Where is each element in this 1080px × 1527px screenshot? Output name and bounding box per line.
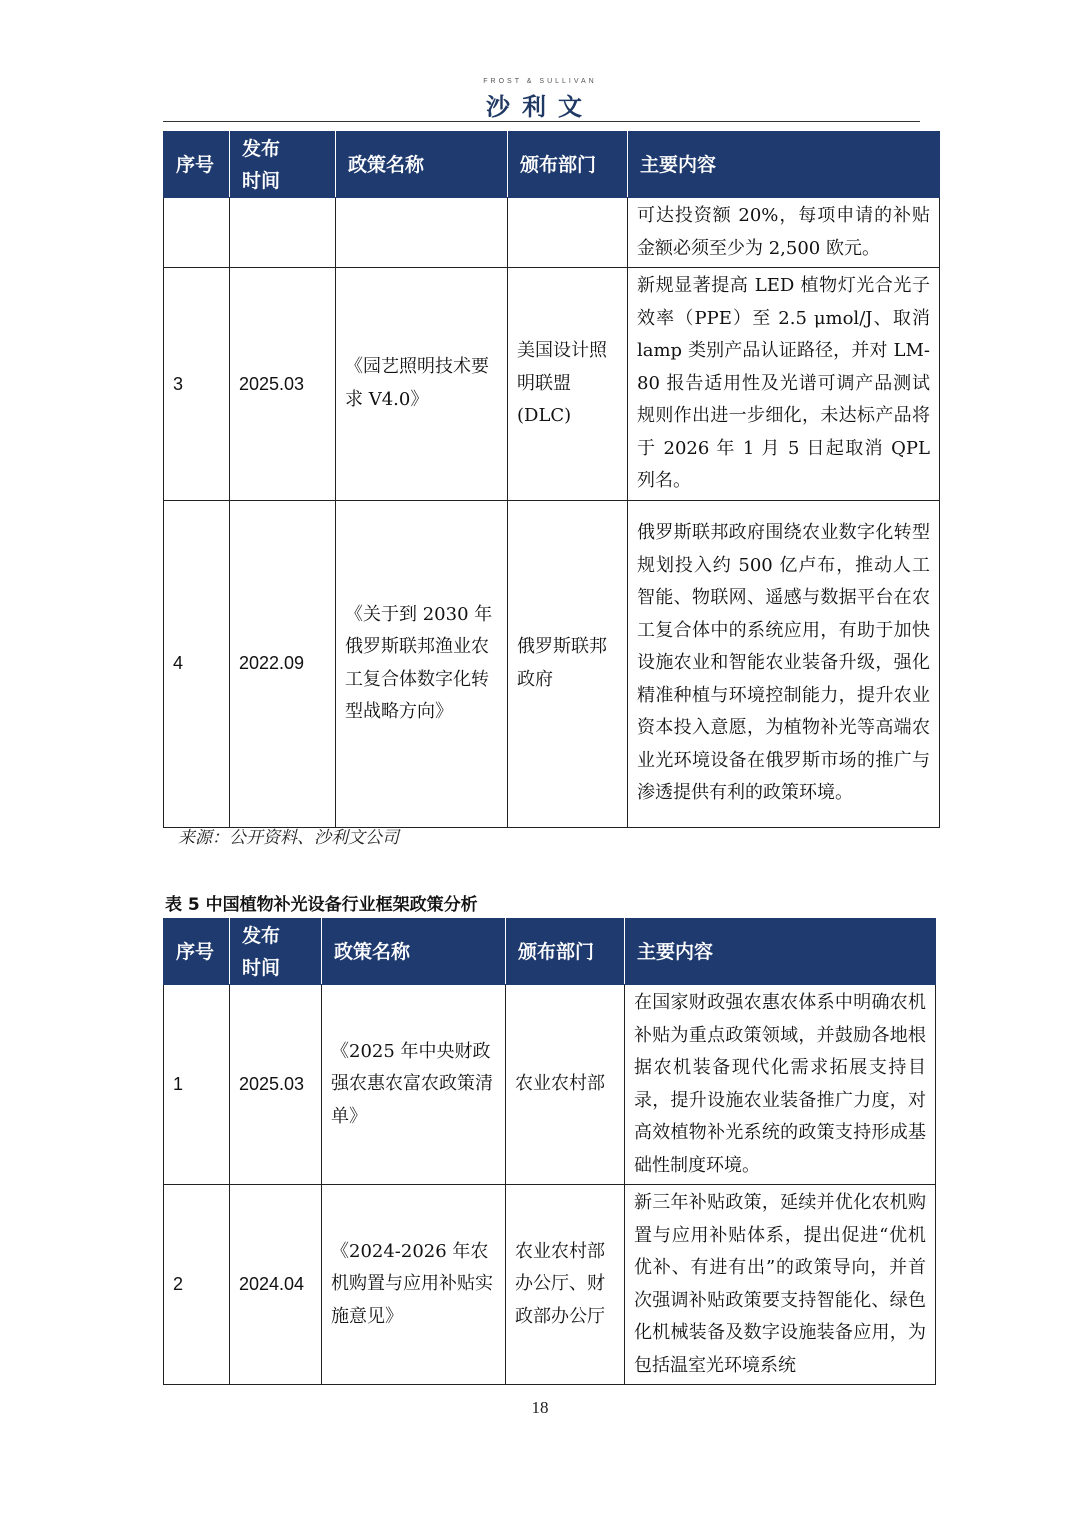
row-date: 2025.03 — [230, 985, 322, 1185]
row-department: 俄罗斯联邦政府 — [508, 500, 628, 827]
row-date: 2024.04 — [230, 1185, 322, 1385]
row-content: 新规显著提高 LED 植物灯光合光子效率（PPE）至 2.5 μmol/J、取消 lamp 类别产品认证路径，并对 LM-80 报告适用性及光谱可调产品测试规则作出进一步细化，未达标产品将于 2026 年 1 月 5 日起取消 QPL 列名。 — [628, 268, 940, 501]
column-header-no: 序号 — [164, 919, 230, 985]
header-divider — [163, 121, 920, 122]
row-department — [508, 198, 628, 268]
table-row — [164, 268, 940, 501]
row-department: 农业农村部办公厅、财政部办公厅 — [506, 1185, 625, 1385]
column-header-dept: 颁布部门 — [508, 132, 628, 198]
row-number: 1 — [164, 985, 230, 1185]
row-date — [230, 198, 336, 268]
policy-table-continued — [163, 131, 940, 828]
column-header-content: 主要内容 — [628, 132, 940, 198]
row-content: 俄罗斯联邦政府围绕农业数字化转型规划投入约 500 亿卢布，推动人工智能、物联网、遥感与数据平台在农工复合体中的系统应用，有助于加快设施农业和智能农业装备升级，强化精准种植与环境控制能力，提升农业资本投入意愿，为植物补光等高端农业光环境设备在俄罗斯市场的推广与渗透提供有利的政策环境。 — [628, 500, 940, 827]
row-number: 2 — [164, 1185, 230, 1385]
row-content: 可达投资额 20%，每项申请的补贴金额必须至少为 2,500 欧元。 — [628, 198, 940, 268]
source-note: 来源：公开资料、沙利文公司 — [178, 828, 399, 848]
row-department: 农业农村部 — [506, 985, 625, 1185]
row-date: 2025.03 — [230, 268, 336, 501]
table-header-row — [164, 132, 940, 198]
table-row — [164, 985, 936, 1185]
row-content: 在国家财政强农惠农体系中明确农机补贴为重点政策领域，并鼓励各地根据农机装备现代化需求拓展支持目录，提升设施农业装备推广力度，对高效植物补光系统的政策支持形成基础性制度环境。 — [625, 985, 936, 1185]
column-header-name: 政策名称 — [336, 132, 508, 198]
header-logo — [0, 78, 1080, 122]
row-number: 3 — [164, 268, 230, 501]
table-row — [164, 1185, 936, 1385]
row-policy-name: 《2024-2026 年农机购置与应用补贴实施意见》 — [322, 1185, 506, 1385]
row-department: 美国设计照明联盟 (DLC) — [508, 268, 628, 501]
column-header-content: 主要内容 — [625, 919, 936, 985]
row-policy-name: 《园艺照明技术要求 V4.0》 — [336, 268, 508, 501]
table-title: 表 5 中国植物补光设备行业框架政策分析 — [165, 895, 478, 915]
row-policy-name: 《2025 年中央财政强农惠农富农政策清单》 — [322, 985, 506, 1185]
column-header-name: 政策名称 — [322, 919, 506, 985]
column-header-dept: 颁布部门 — [506, 919, 625, 985]
policy-table-china — [163, 918, 936, 1385]
table-row — [164, 500, 940, 827]
page-number: 18 — [531, 1398, 549, 1417]
row-content: 新三年补贴政策，延续并优化农机购置与应用补贴体系，提出促进“优机优补、有进有出”的政策导向，并首次强调补贴政策要支持智能化、绿色化机械装备及数字设施装备应用，为包括温室光环境系统 — [625, 1185, 936, 1385]
column-header-no: 序号 — [164, 132, 230, 198]
row-number — [164, 198, 230, 268]
logo-title: 沙利文 — [486, 93, 594, 121]
table-header-row — [164, 919, 936, 985]
column-header-date: 发布时间 — [230, 919, 322, 985]
table-row — [164, 198, 940, 268]
column-header-date: 发布时间 — [230, 132, 336, 198]
logo-subtitle: FROST & SULLIVAN — [483, 78, 597, 85]
row-date: 2022.09 — [230, 500, 336, 827]
row-number: 4 — [164, 500, 230, 827]
row-policy-name: 《关于到 2030 年俄罗斯联邦渔业农工复合体数字化转型战略方向》 — [336, 500, 508, 827]
row-policy-name — [336, 198, 508, 268]
